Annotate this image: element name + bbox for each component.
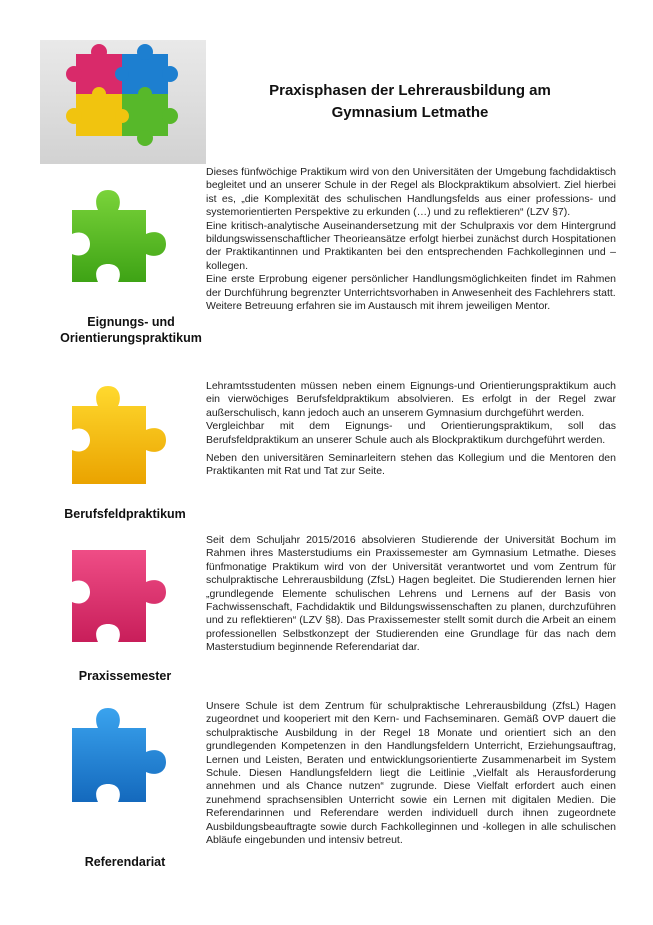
section-text-praxissemester bbox=[206, 534, 616, 655]
paragraph: Seit dem Schuljahr 2015/2016 absolvieren Studierende der Universität Bochum im Rahmen ihres Masterstudiums ein Praxissemester am Gymnasium Letmathe. Dieses fünfmonatige Praktikum wird von der Universität verantwortet und vom Zentrum für schulpraktische Lehrerausbildung (ZfsL) Hagen begleitet. Die Studierenden lernen hier „grundlegende Elemente schulischen Lehrens und Lernens auf der Basis von Fachwissenschaft, Fachdidaktik und Bildungswissenschaften zu planen, durchzuführen und zu reflektieren“ (LZV §8). Das Praxissemester stellt somit durch die Arbeit an einem professionellen Selbstkonzept der Studierenden eine Grundlage für das nach dem Masterstudium beginnende Referendariat dar. bbox=[206, 534, 616, 654]
paragraph: Unsere Schule ist dem Zentrum für schulpraktische Lehrerausbildung (ZfsL) Hagen zugeordnet und kooperiert mit den Kern- und Fachseminaren. Gemäß OVP dauert die schulpraktische Ausbildung in der Regel 18 Monate und orientiert sich an den grundlegenden Kompetenzen in den Handlungsfeldern Unterricht, Erziehungsauftrag, Lernen und Leisten, Beraten und entwicklungsorientierte Zusammenarbeit im System Schule. Diesen Handlungsfeldern liegt die Leitlinie „Vielfalt als Herausforderung annehmen und als Chance nutzen“ zugrunde. Diese Vielfalt erfordert auch einen zunehmend sprachsensiblen Unterricht sowie ein Lernen mit digitalen Medien. Die Referendarinnen und Referendare werden individuell durch ihnen zugeordnete Ausbildungsbeauftragte sowie durch Fachkolleginnen und -kollegen in alle schulischen Abläufe eingebunden und intensiv betreut. bbox=[206, 700, 616, 847]
title-line-1: Praxisphasen der Lehrerausbildung am bbox=[269, 82, 551, 99]
header-puzzle-logo bbox=[40, 40, 206, 164]
section-text-eignungspraktikum bbox=[206, 166, 616, 313]
puzzle-piece-pink-icon bbox=[62, 542, 182, 659]
paragraph: Vergleichbar mit dem Eignungs- und Orientierungspraktikum, soll das Berufsfeldpraktikum an unserer Schule auch als Blockpraktikum durchgeführt werden. bbox=[206, 420, 616, 446]
section-label-referendariat: Referendariat bbox=[84, 855, 166, 869]
title-line-2: Gymnasium Letmathe bbox=[331, 104, 489, 121]
section-text-berufsfeldpraktikum bbox=[206, 380, 616, 479]
paragraph: Weitere Betreuung erfahren sie im Austausch mit ihrem jeweiligen Mentor. bbox=[206, 300, 551, 313]
puzzle-piece-green-icon bbox=[62, 182, 182, 295]
paragraph: Neben den universitären Seminarleitern stehen das Kollegium und die Mentoren den Praktikanten mit Rat und Tat zur Seite. bbox=[206, 452, 616, 478]
paragraph: Eine erste Erprobung eigener persönlicher Handlungsmöglichkeiten findet im Rahmen der Durchführung begrenzter Unterrichtsvorhaben in Anwesenheit des Fachlehrers statt. bbox=[206, 273, 616, 299]
page-title bbox=[230, 80, 590, 124]
section-text-referendariat bbox=[206, 700, 616, 847]
paragraph: Dieses fünfwöchige Praktikum wird von den Universitäten der Umgebung fachdidaktisch begleitet und an unserer Schule in der Regel als Blockpraktikum absolviert. Ziel hierbei ist es, „die Komplexität des schulischen Handlungsfelds aus einer professions- und systemorientierten Perspektive zu erkunden (…) und zu reflektieren“ (LZV §7). bbox=[206, 166, 616, 219]
section-label-eignungspraktikum: Eignungs- und Orientierungspraktikum bbox=[60, 315, 202, 345]
puzzle-piece-blue-icon bbox=[62, 702, 182, 819]
section-label-berufsfeldpraktikum: Berufsfeldpraktikum bbox=[64, 507, 186, 521]
paragraph: Lehramtsstudenten müssen neben einem Eignungs-und Orientierungspraktikum auch ein vierwöchiges Berufsfeldpraktikum absolvieren. Es erfolgt in der Regel zwar außerschulisch, kann jedoch auch an unserem Gymnasium durchgeführt werden. bbox=[206, 380, 616, 419]
puzzle-logo-icon bbox=[40, 40, 206, 164]
paragraph: Eine kritisch-analytische Auseinandersetzung mit der Schulpraxis vor dem Hintergrund bildungswissenschaftlicher Theorieansätze erfolgt hierbei zunächst durch Hospitationen der Praktikantinnen und Praktikanten bei den entsprechenden Fachkolleginnen und –kollegen. bbox=[206, 219, 616, 272]
puzzle-piece-yellow-icon bbox=[62, 380, 182, 497]
section-label-praxissemester: Praxissemester bbox=[78, 669, 172, 683]
